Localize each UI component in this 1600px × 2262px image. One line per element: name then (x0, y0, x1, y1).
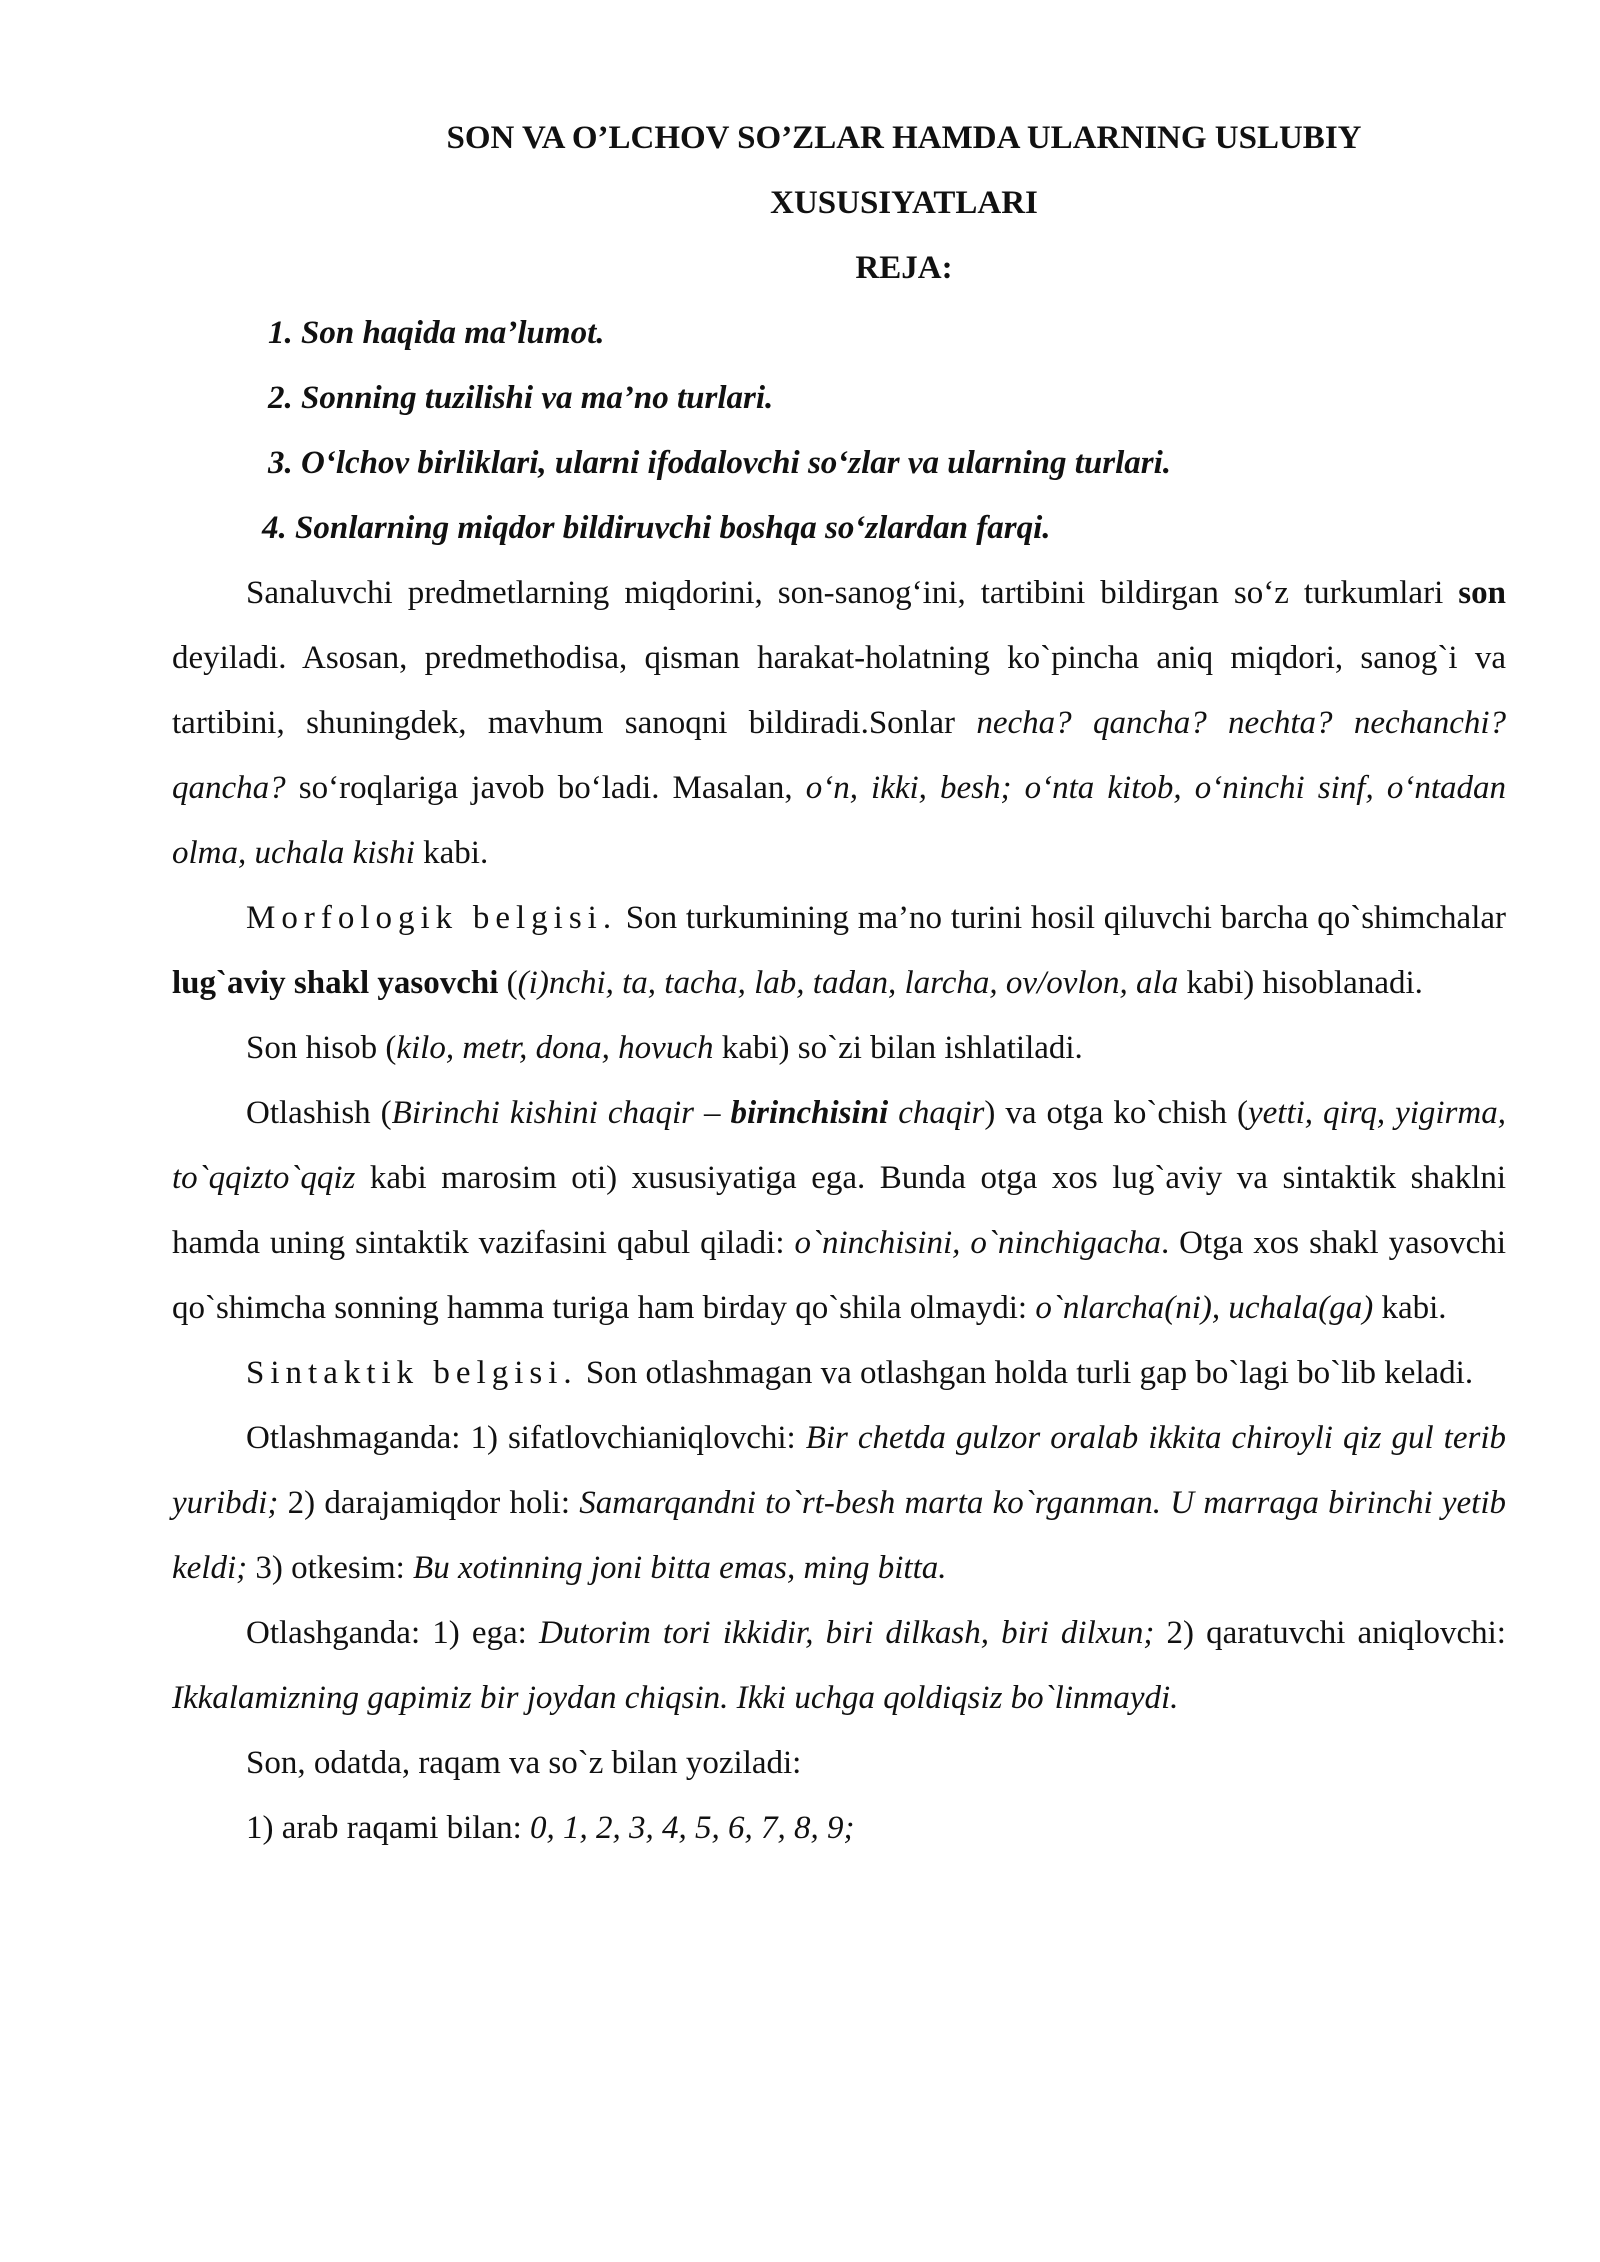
text-run: 2) qaratuvchi aniqlovchi: (1154, 1615, 1506, 1651)
paragraph-syntax (172, 1341, 1506, 1406)
spaced-heading: Morfologik belgisi. (246, 900, 618, 936)
text-run: 3) otkesim: (247, 1550, 414, 1586)
plan-item-3: 3. O‘lchov birliklari, ularni ifodalovchi so‘zlar va ularning turlari. (268, 445, 1172, 481)
italic-example: chaqir (888, 1095, 985, 1131)
list-item-arabic-numerals (172, 1796, 1506, 1861)
bold-term: lug`aviy shakl yasovchi (172, 965, 499, 1001)
plan-list (172, 301, 1506, 561)
italic-example: Bu xotinning joni bitta emas, ming bitta. (413, 1550, 947, 1586)
text-run: Son otlashmagan va otlashgan holda turli gap bo`lagi bo`lib keladi. (577, 1355, 1474, 1391)
paragraph-definition (172, 561, 1506, 886)
document-title (172, 106, 1506, 236)
paragraph-nominalization (172, 1081, 1506, 1341)
italic-digits: 0, 1, 2, 3, 4, 5, 6, 7, 8, 9; (530, 1810, 855, 1846)
italic-example: o`ninchisini, o`ninchigacha (794, 1225, 1161, 1261)
italic-example: Dutorim tori ikkidir, biri dilkash, biri dilxun; (538, 1615, 1155, 1651)
text-run: Otlashganda: 1) ega: (246, 1615, 539, 1651)
text-run: kabi. (1373, 1290, 1447, 1326)
text-run: deyiladi. Asosan, predmethodisa, qisman harakat-holatning ko`pincha aniq miqdori, sanog`i va tartibini, shuningdek, mavhum sanoqni bildiradi.Sonlar (172, 640, 1506, 741)
paragraph-nominalized (172, 1601, 1506, 1731)
text-run: Sanaluvchi predmetlarning miqdorini, son-sanog‘ini, tartibini bildirgan so‘z turkumlari (246, 575, 1459, 611)
text-run: Otlashmaganda: 1) sifatlovchianiqlovchi: (246, 1420, 806, 1456)
title-line-1: SON VA O’LCHOV SO’ZLAR HAMDA ULARNING USLUBIY (446, 120, 1362, 156)
plan-heading: REJA: (855, 250, 953, 286)
paragraph-writing: Son, odatda, raqam va so`z bilan yoziladi: (246, 1745, 802, 1781)
title-line-2: XUSUSIYATLARI (770, 185, 1038, 221)
text-run: kabi) so`zi bilan ishlatiladi. (713, 1030, 1083, 1066)
document-content (172, 106, 1506, 1861)
plan-item-2: 2. Sonning tuzilishi va ma’no turlari. (268, 380, 774, 416)
paragraph-morphology (172, 886, 1506, 1016)
text-run: Otlashish ( (246, 1095, 392, 1131)
text-run: Son turkumining ma’no turini hosil qiluvchi barcha qo`shimchalar (617, 900, 1506, 936)
italic-example: o`nlarcha(ni), uchala(ga) (1035, 1290, 1374, 1326)
italic-suffixes: (i)nchi, ta, tacha, lab, tadan, larcha, ov/ovlon, ala (517, 965, 1179, 1001)
text-run: kabi) hisoblanadi. (1178, 965, 1423, 1001)
text-run: ) va otga ko`chish ( (984, 1095, 1248, 1131)
italic-questions: necha? qancha? nechta? nechanchi? qancha? (172, 705, 1507, 806)
plan-item-1: 1. Son haqida ma’lumot. (268, 315, 605, 351)
italic-example: yetti, qirq, yigirma, to`qqizto`qqiz (172, 1095, 1506, 1196)
bold-term: son (1458, 575, 1506, 611)
text-run: ( (498, 965, 518, 1001)
text-run: 2) darajamiqdor holi: (278, 1485, 580, 1521)
plan-item-4: 4. Sonlarning miqdor bildiruvchi boshqa so‘zlardan farqi. (262, 510, 1051, 546)
text-run: kabi marosim oti) xususiyatiga ega. Bunda otga xos lug`aviy va sintaktik shaklni hamda uning sintaktik vazifasini qabul qiladi: (172, 1160, 1506, 1261)
italic-example: Bir chetda gulzor oralab ikkita chiroyli qiz gul terib yuribdi; (172, 1420, 1506, 1521)
italic-examples: o‘n, ikki, besh; o‘nta kitob, o‘ninchi sinf, o‘ntadan olma, uchala kishi (172, 770, 1506, 871)
paragraph-non-nominalized (172, 1406, 1506, 1601)
text-run: Son hisob ( (246, 1030, 397, 1066)
italic-example: Ikkalamizning gapimiz bir joydan chiqsin. Ikki uchga qoldiqsiz bo`linmaydi. (172, 1680, 1179, 1716)
spaced-heading: Sintaktik belgisi. (246, 1355, 578, 1391)
paragraph-counting-words (172, 1016, 1506, 1081)
italic-example: Birinchi kishini chaqir – (391, 1095, 731, 1131)
italic-example: Samarqandni to`rt-besh marta ko`rganman. U marraga birinchi yetib keldi; (172, 1485, 1506, 1586)
italic-examples: kilo, metr, dona, hovuch (396, 1030, 714, 1066)
text-run: so‘roqlariga javob bo‘ladi. Masalan, (285, 770, 806, 806)
bold-italic-example: birinchisini (730, 1095, 889, 1131)
text-run: 1) arab raqami bilan: (246, 1810, 531, 1846)
text-run: kabi. (414, 835, 489, 871)
text-run: . Otga xos shakl yasovchi qo`shimcha sonning hamma turiga ham birday qo`shila olmaydi: (172, 1225, 1506, 1326)
